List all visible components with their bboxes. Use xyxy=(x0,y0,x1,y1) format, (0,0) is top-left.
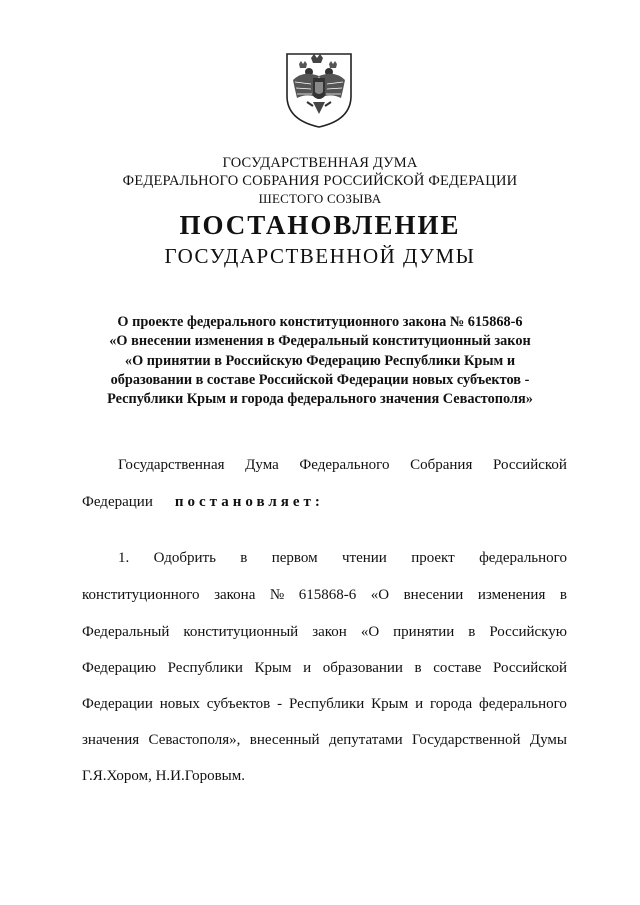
document-title: ПОСТАНОВЛЕНИЕ xyxy=(179,210,461,240)
header-org-line2: ФЕДЕРАЛЬНОГО СОБРАНИЯ РОССИЙСКОЙ ФЕДЕРАЦИИ xyxy=(122,173,518,189)
decree-word: постановляет: xyxy=(174,494,324,510)
document-header xyxy=(0,154,640,208)
preamble-line2: Федерации постановляет: xyxy=(82,494,324,510)
subject-line: О проекте федерального конституционного закона № 615868-6 xyxy=(117,314,523,330)
subject-line: «О принятии в Российскую Федерацию Республики Крым и xyxy=(124,352,516,369)
subject-line: «О внесении изменения в Федеральный конституционный закон xyxy=(109,333,531,350)
header-org-line3: ШЕСТОГО СОЗЫВА xyxy=(258,191,382,206)
document-subject xyxy=(80,313,560,409)
item1-line4: Федерацию Республики Крым и образовании в составе Российской xyxy=(82,660,567,676)
item1-line6: значения Севастополя», внесенный депутатами Государственной Думы xyxy=(82,732,567,748)
header-org-line1: ГОСУДАРСТВЕННАЯ ДУМА xyxy=(222,155,418,171)
subject-line: образовании в составе Российской Федерации новых субъектов - xyxy=(110,371,530,388)
item1-line7: Г.Я.Хором, Н.И.Горовым. xyxy=(82,768,246,784)
item1-line2: конституционного закона № 615868-6 «О внесении изменения в xyxy=(82,587,567,603)
item1-line3: Федеральный конституционный закон «О принятии в Российскую xyxy=(82,624,567,640)
subject-line: Республики Крым и города федерального значения Севастополя» xyxy=(107,391,533,408)
item1-line5: Федерации новых субъектов - Республики Крым и города федерального xyxy=(82,696,567,712)
preamble-line1: Государственная Дума Федерального Собрания Российской xyxy=(118,457,567,473)
coat-of-arms-emblem xyxy=(283,50,355,130)
document-subtitle: ГОСУДАРСТВЕННОЙ ДУМЫ xyxy=(164,244,476,268)
item1-line1: 1. Одобрить в первом чтении проект федерального xyxy=(118,550,567,566)
